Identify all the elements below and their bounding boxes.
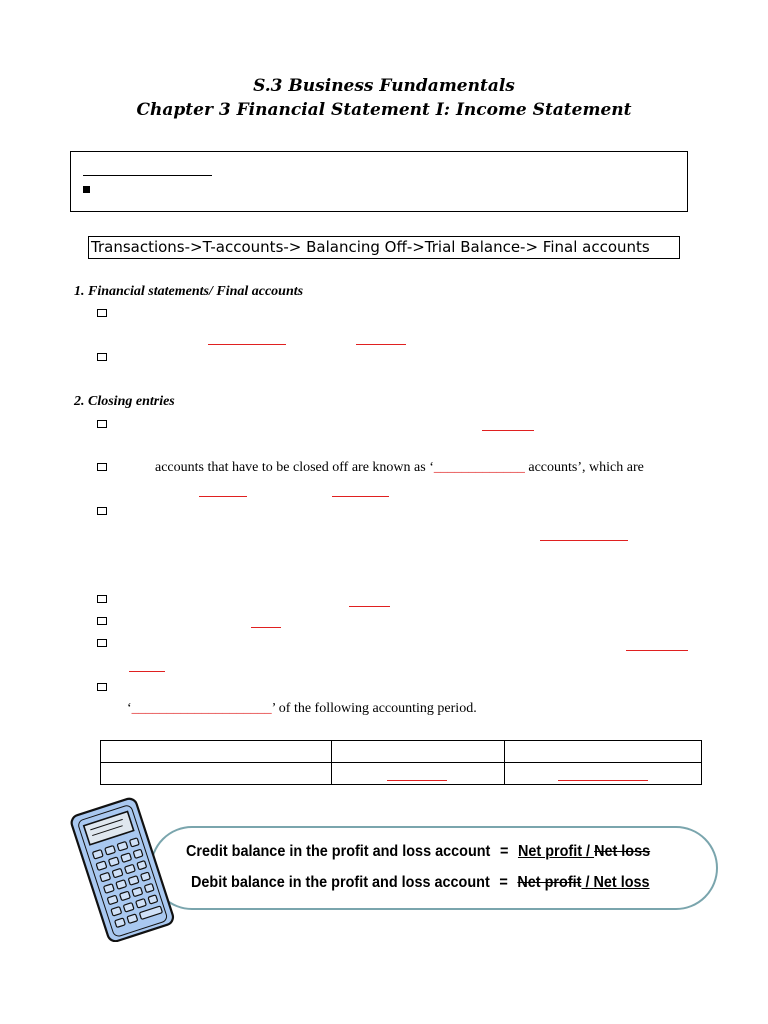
debit-balance-label: Debit balance in the profit and loss account	[191, 874, 490, 891]
nominal-accounts-sentence	[155, 460, 644, 476]
nominal-text-part1: accounts that have to be closed off are known as ‘	[155, 460, 434, 475]
answer-blank	[626, 650, 688, 651]
net-loss-option-struck: Net loss	[594, 843, 651, 860]
section1-heading: 1. Financial statements/ Final accounts	[74, 284, 304, 299]
quote-open: ‘	[127, 701, 132, 716]
answer-blank	[540, 540, 628, 541]
net-profit-option-struck: Net profit	[517, 874, 582, 891]
net-profit-option: Net profit	[517, 843, 583, 860]
nominal-answer-blank: _____________	[433, 460, 525, 475]
table-cell	[101, 763, 332, 785]
answer-blank	[349, 606, 390, 607]
page-title-line1: S.3 Business Fundamentals	[253, 76, 515, 96]
page-title-line2: Chapter 3 Financial Statement I: Income Statement	[136, 100, 632, 120]
objectives-box	[70, 151, 688, 212]
checkbox-icon	[97, 309, 107, 317]
slash-separator: /	[582, 843, 595, 860]
credit-balance-label: Credit balance in the profit and loss account	[186, 843, 491, 860]
net-loss-option: Net loss	[593, 874, 650, 891]
final-answer-blank: ____________________	[131, 701, 272, 716]
checkbox-icon	[97, 353, 107, 361]
answer-blank	[356, 344, 406, 345]
objectives-heading-line	[83, 175, 212, 176]
answer-blank	[558, 780, 648, 781]
slash-separator: /	[581, 874, 594, 891]
equals-sign: =	[499, 843, 509, 860]
checkbox-icon	[97, 639, 107, 647]
answer-blank	[129, 671, 165, 672]
final-text-rest: ’ of the following accounting period.	[271, 701, 477, 716]
nominal-text-part2: accounts’, which are	[528, 460, 644, 475]
table-cell	[332, 763, 505, 785]
table-row	[101, 741, 702, 763]
equals-sign: =	[499, 874, 508, 891]
answer-blank	[251, 627, 281, 628]
checkbox-icon	[97, 617, 107, 625]
table-cell	[505, 763, 702, 785]
checkbox-icon	[97, 683, 107, 691]
debit-balance-row	[191, 874, 650, 892]
answer-blank	[332, 496, 389, 497]
accounting-flow-box: Transactions->T-accounts-> Balancing Off->Trial Balance-> Final accounts	[88, 236, 680, 259]
following-period-sentence	[127, 701, 477, 717]
section2-heading: 2. Closing entries	[74, 394, 175, 409]
table-cell	[332, 741, 505, 763]
calculator-icon	[66, 796, 178, 942]
balance-table	[100, 740, 702, 785]
checkbox-icon	[97, 463, 107, 471]
checkbox-icon	[97, 507, 107, 515]
table-cell	[505, 741, 702, 763]
checkbox-icon	[97, 420, 107, 428]
answer-blank	[482, 430, 534, 431]
table-row	[101, 763, 702, 785]
answer-blank	[208, 344, 286, 345]
answer-blank	[199, 496, 247, 497]
answer-blank	[387, 780, 447, 781]
table-cell	[101, 741, 332, 763]
profit-loss-callout	[150, 826, 718, 910]
square-bullet-icon	[83, 186, 90, 193]
credit-balance-row	[186, 843, 650, 861]
checkbox-icon	[97, 595, 107, 603]
